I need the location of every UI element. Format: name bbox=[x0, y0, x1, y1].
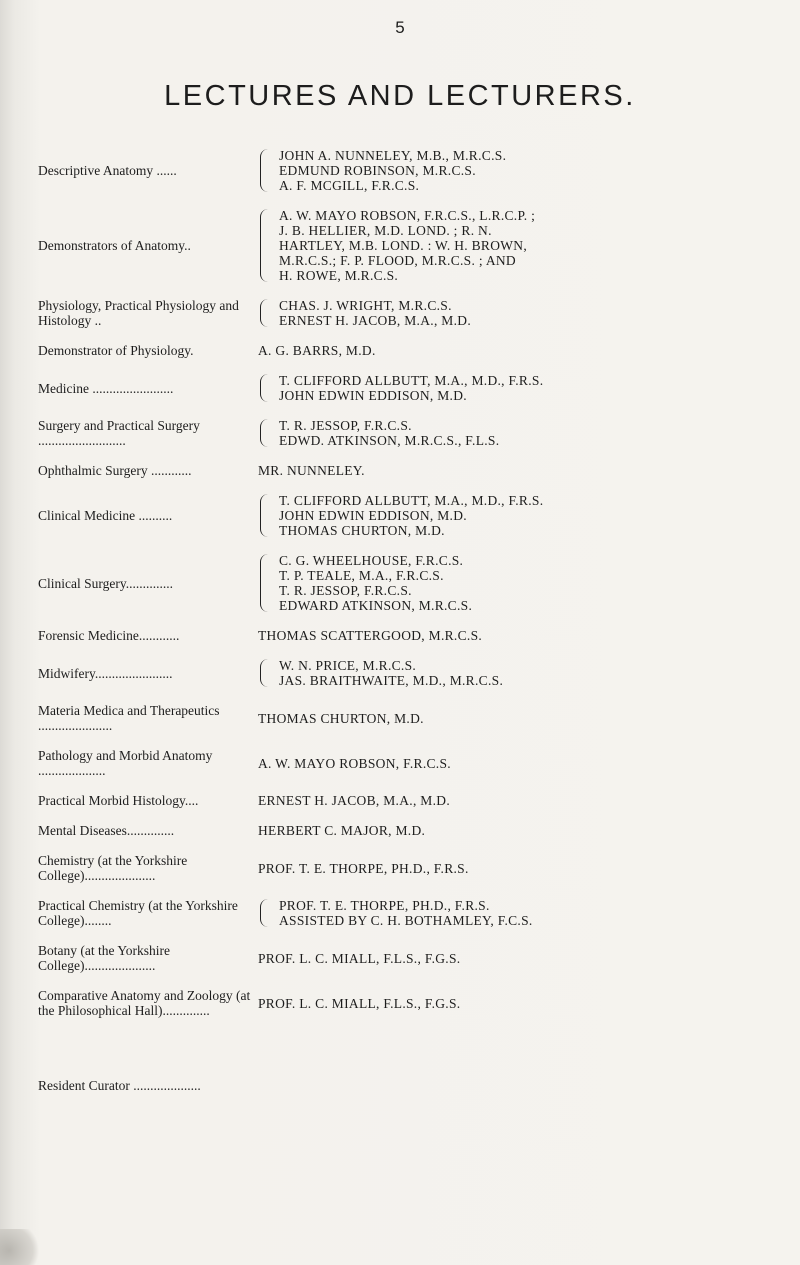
lecture-subject: Physiology, Practical Physiology and Histology .. bbox=[38, 298, 239, 328]
lecturer-name: T. CLIFFORD ALLBUTT, M.A., M.D., F.R.S. bbox=[279, 493, 544, 508]
lecturer-name: PROF. L. C. MIALL, F.L.S., F.G.S. bbox=[258, 995, 461, 1011]
lecturer-name: A. W. MAYO ROBSON, F.R.C.S. bbox=[258, 755, 451, 771]
lecturer-name: EDWARD ATKINSON, M.R.C.S. bbox=[279, 598, 473, 613]
lecture-entry bbox=[38, 898, 778, 928]
lecture-subject: Descriptive Anatomy ...... bbox=[38, 163, 177, 178]
lecture-entry bbox=[38, 298, 778, 328]
brace-bracket bbox=[260, 374, 273, 402]
lecturer-name: JAS. BRAITHWAITE, M.D., M.R.C.S. bbox=[279, 673, 504, 688]
lecturer-list bbox=[38, 148, 778, 1108]
lecturer-name: HERBERT C. MAJOR, M.D. bbox=[258, 823, 426, 838]
lecturer-names bbox=[279, 898, 778, 928]
lecturer-name: THOMAS CHURTON, M.D. bbox=[279, 523, 445, 538]
lecture-entry bbox=[38, 493, 778, 538]
lecture-subject: Demonstrators of Anatomy.. bbox=[38, 238, 191, 253]
lecturer-names bbox=[279, 208, 778, 283]
lecturer-name: ERNEST H. JACOB, M.A., M.D. bbox=[279, 313, 471, 328]
lecture-subject: Ophthalmic Surgery ............ bbox=[38, 463, 192, 478]
lecturer-name: JOHN EDWIN EDDISON, M.D. bbox=[279, 508, 467, 523]
lecture-subject: Practical Chemistry (at the Yorkshire College)........ bbox=[38, 898, 238, 928]
lecture-subject: Midwifery....................... bbox=[38, 665, 173, 681]
lecturer-name: A. W. MAYO ROBSON, F.R.C.S., L.R.C.P. ; bbox=[279, 208, 536, 223]
lecture-subject: Practical Morbid Histology.... bbox=[38, 793, 199, 808]
brace-bracket bbox=[260, 419, 273, 447]
lecturer-name: M.R.C.S.; F. P. FLOOD, M.R.C.S. ; AND bbox=[279, 253, 516, 268]
lecturer-names bbox=[279, 148, 778, 193]
page-corner-stain bbox=[0, 1229, 46, 1265]
lecture-entry bbox=[38, 853, 778, 883]
lecturer-name: T. R. JESSOP, F.R.C.S. bbox=[279, 583, 412, 598]
lecturer-name: C. G. WHEELHOUSE, F.R.C.S. bbox=[279, 553, 464, 568]
lecture-entry bbox=[38, 208, 778, 283]
lecture-subject: Surgery and Practical Surgery .......................... bbox=[38, 418, 200, 448]
lecturer-names bbox=[258, 996, 778, 1011]
lecture-subject: Chemistry (at the Yorkshire College)..................... bbox=[38, 853, 188, 883]
brace-bracket bbox=[260, 554, 273, 612]
lecture-entry bbox=[38, 793, 778, 808]
lecturer-name: PROF. T. E. THORPE, PH.D., F.R.S. bbox=[258, 860, 469, 876]
lecturer-name: CHAS. J. WRIGHT, M.R.C.S. bbox=[279, 298, 452, 313]
brace-bracket bbox=[260, 659, 273, 687]
lecturer-names bbox=[279, 658, 778, 688]
lecture-subject: Pathology and Morbid Anatomy .................... bbox=[38, 748, 213, 778]
lecturer-name: T. R. JESSOP, F.R.C.S. bbox=[279, 418, 412, 433]
lecture-entry bbox=[38, 148, 778, 193]
lecture-subject: Botany (at the Yorkshire College)..................... bbox=[38, 943, 170, 973]
lecturer-name: H. ROWE, M.R.C.S. bbox=[279, 268, 399, 283]
lecture-entry bbox=[38, 943, 778, 973]
lecture-entry bbox=[38, 463, 778, 478]
lecturer-names bbox=[258, 711, 778, 726]
lecture-subject: Clinical Surgery.............. bbox=[38, 575, 173, 591]
lecturer-name: PROF. L. C. MIALL, F.L.S., F.G.S. bbox=[258, 950, 461, 966]
lecture-entry bbox=[38, 823, 778, 838]
lecture-subject: Demonstrator of Physiology. bbox=[38, 343, 194, 358]
lecturer-names bbox=[258, 463, 778, 478]
lecturer-name: THOMAS CHURTON, M.D. bbox=[258, 710, 424, 726]
lecture-entry bbox=[38, 628, 778, 643]
lecturer-names bbox=[258, 343, 778, 358]
lecture-subject: Resident Curator .................... bbox=[38, 1078, 201, 1093]
lecturer-names bbox=[279, 298, 778, 328]
lecture-entry bbox=[38, 553, 778, 613]
lecturer-name: MR. NUNNELEY. bbox=[258, 463, 365, 478]
lecturer-names bbox=[279, 418, 778, 448]
lecture-subject: Comparative Anatomy and Zoology (at the Philosophical Hall).............. bbox=[38, 988, 251, 1018]
lecturer-name: W. N. PRICE, M.R.C.S. bbox=[279, 658, 417, 673]
lecturer-name: T. P. TEALE, M.A., F.R.C.S. bbox=[279, 568, 444, 583]
page-title: LECTURES AND LECTURERS. bbox=[164, 80, 636, 112]
lecture-entry bbox=[38, 373, 778, 403]
lecture-entry bbox=[38, 703, 778, 733]
brace-bracket bbox=[260, 494, 273, 537]
brace-bracket bbox=[260, 149, 273, 192]
lecturer-names bbox=[258, 628, 778, 643]
lecturer-names bbox=[279, 553, 778, 613]
lecturer-name: ASSISTED BY C. H. BOTHAMLEY, F.C.S. bbox=[279, 913, 533, 928]
brace-bracket bbox=[260, 299, 273, 327]
lecture-entry bbox=[38, 1078, 778, 1093]
lecturer-names bbox=[258, 793, 778, 808]
lecture-subject: Mental Diseases.............. bbox=[38, 823, 175, 838]
lecturer-names bbox=[258, 823, 778, 838]
lecture-entry bbox=[38, 748, 778, 778]
lecturer-name: HARTLEY, M.B. LOND. : W. H. BROWN, bbox=[279, 238, 528, 253]
lecture-subject: Clinical Medicine .......... bbox=[38, 508, 173, 523]
brace-bracket bbox=[260, 209, 273, 282]
lecturer-name: J. B. HELLIER, M.D. LOND. ; R. N. bbox=[279, 223, 492, 238]
lecture-subject: Forensic Medicine............ bbox=[38, 628, 180, 643]
lecturer-name: EDWD. ATKINSON, M.R.C.S., F.L.S. bbox=[279, 433, 500, 448]
brace-bracket bbox=[260, 899, 273, 927]
lecture-entry bbox=[38, 343, 778, 358]
lecturer-names bbox=[258, 861, 778, 876]
lecturer-name: THOMAS SCATTERGOOD, M.R.C.S. bbox=[258, 628, 483, 643]
lecture-entry bbox=[38, 418, 778, 448]
page-number: 5 bbox=[395, 18, 405, 37]
lecture-subject: Medicine ........................ bbox=[38, 380, 174, 396]
lecturer-name: JOHN A. NUNNELEY, M.B., M.R.C.S. bbox=[279, 148, 507, 163]
lecturer-names bbox=[279, 373, 778, 403]
lecturer-names bbox=[258, 951, 778, 966]
lecture-entry bbox=[38, 658, 778, 688]
lecturer-names bbox=[279, 493, 778, 538]
lecturer-name: EDMUND ROBINSON, M.R.C.S. bbox=[279, 163, 476, 178]
lecturer-names bbox=[258, 756, 778, 771]
lecturer-name: PROF. T. E. THORPE, PH.D., F.R.S. bbox=[279, 898, 490, 913]
lecturer-name: JOHN EDWIN EDDISON, M.D. bbox=[279, 388, 467, 403]
lecturer-name: T. CLIFFORD ALLBUTT, M.A., M.D., F.R.S. bbox=[279, 373, 544, 388]
lecturer-name: ERNEST H. JACOB, M.A., M.D. bbox=[258, 793, 450, 808]
lecturer-name: A. G. BARRS, M.D. bbox=[258, 343, 376, 358]
lecturer-name: A. F. MCGILL, F.R.C.S. bbox=[279, 178, 420, 193]
lecture-subject: Materia Medica and Therapeutics ...................... bbox=[38, 703, 220, 733]
lecture-entry bbox=[38, 988, 778, 1018]
